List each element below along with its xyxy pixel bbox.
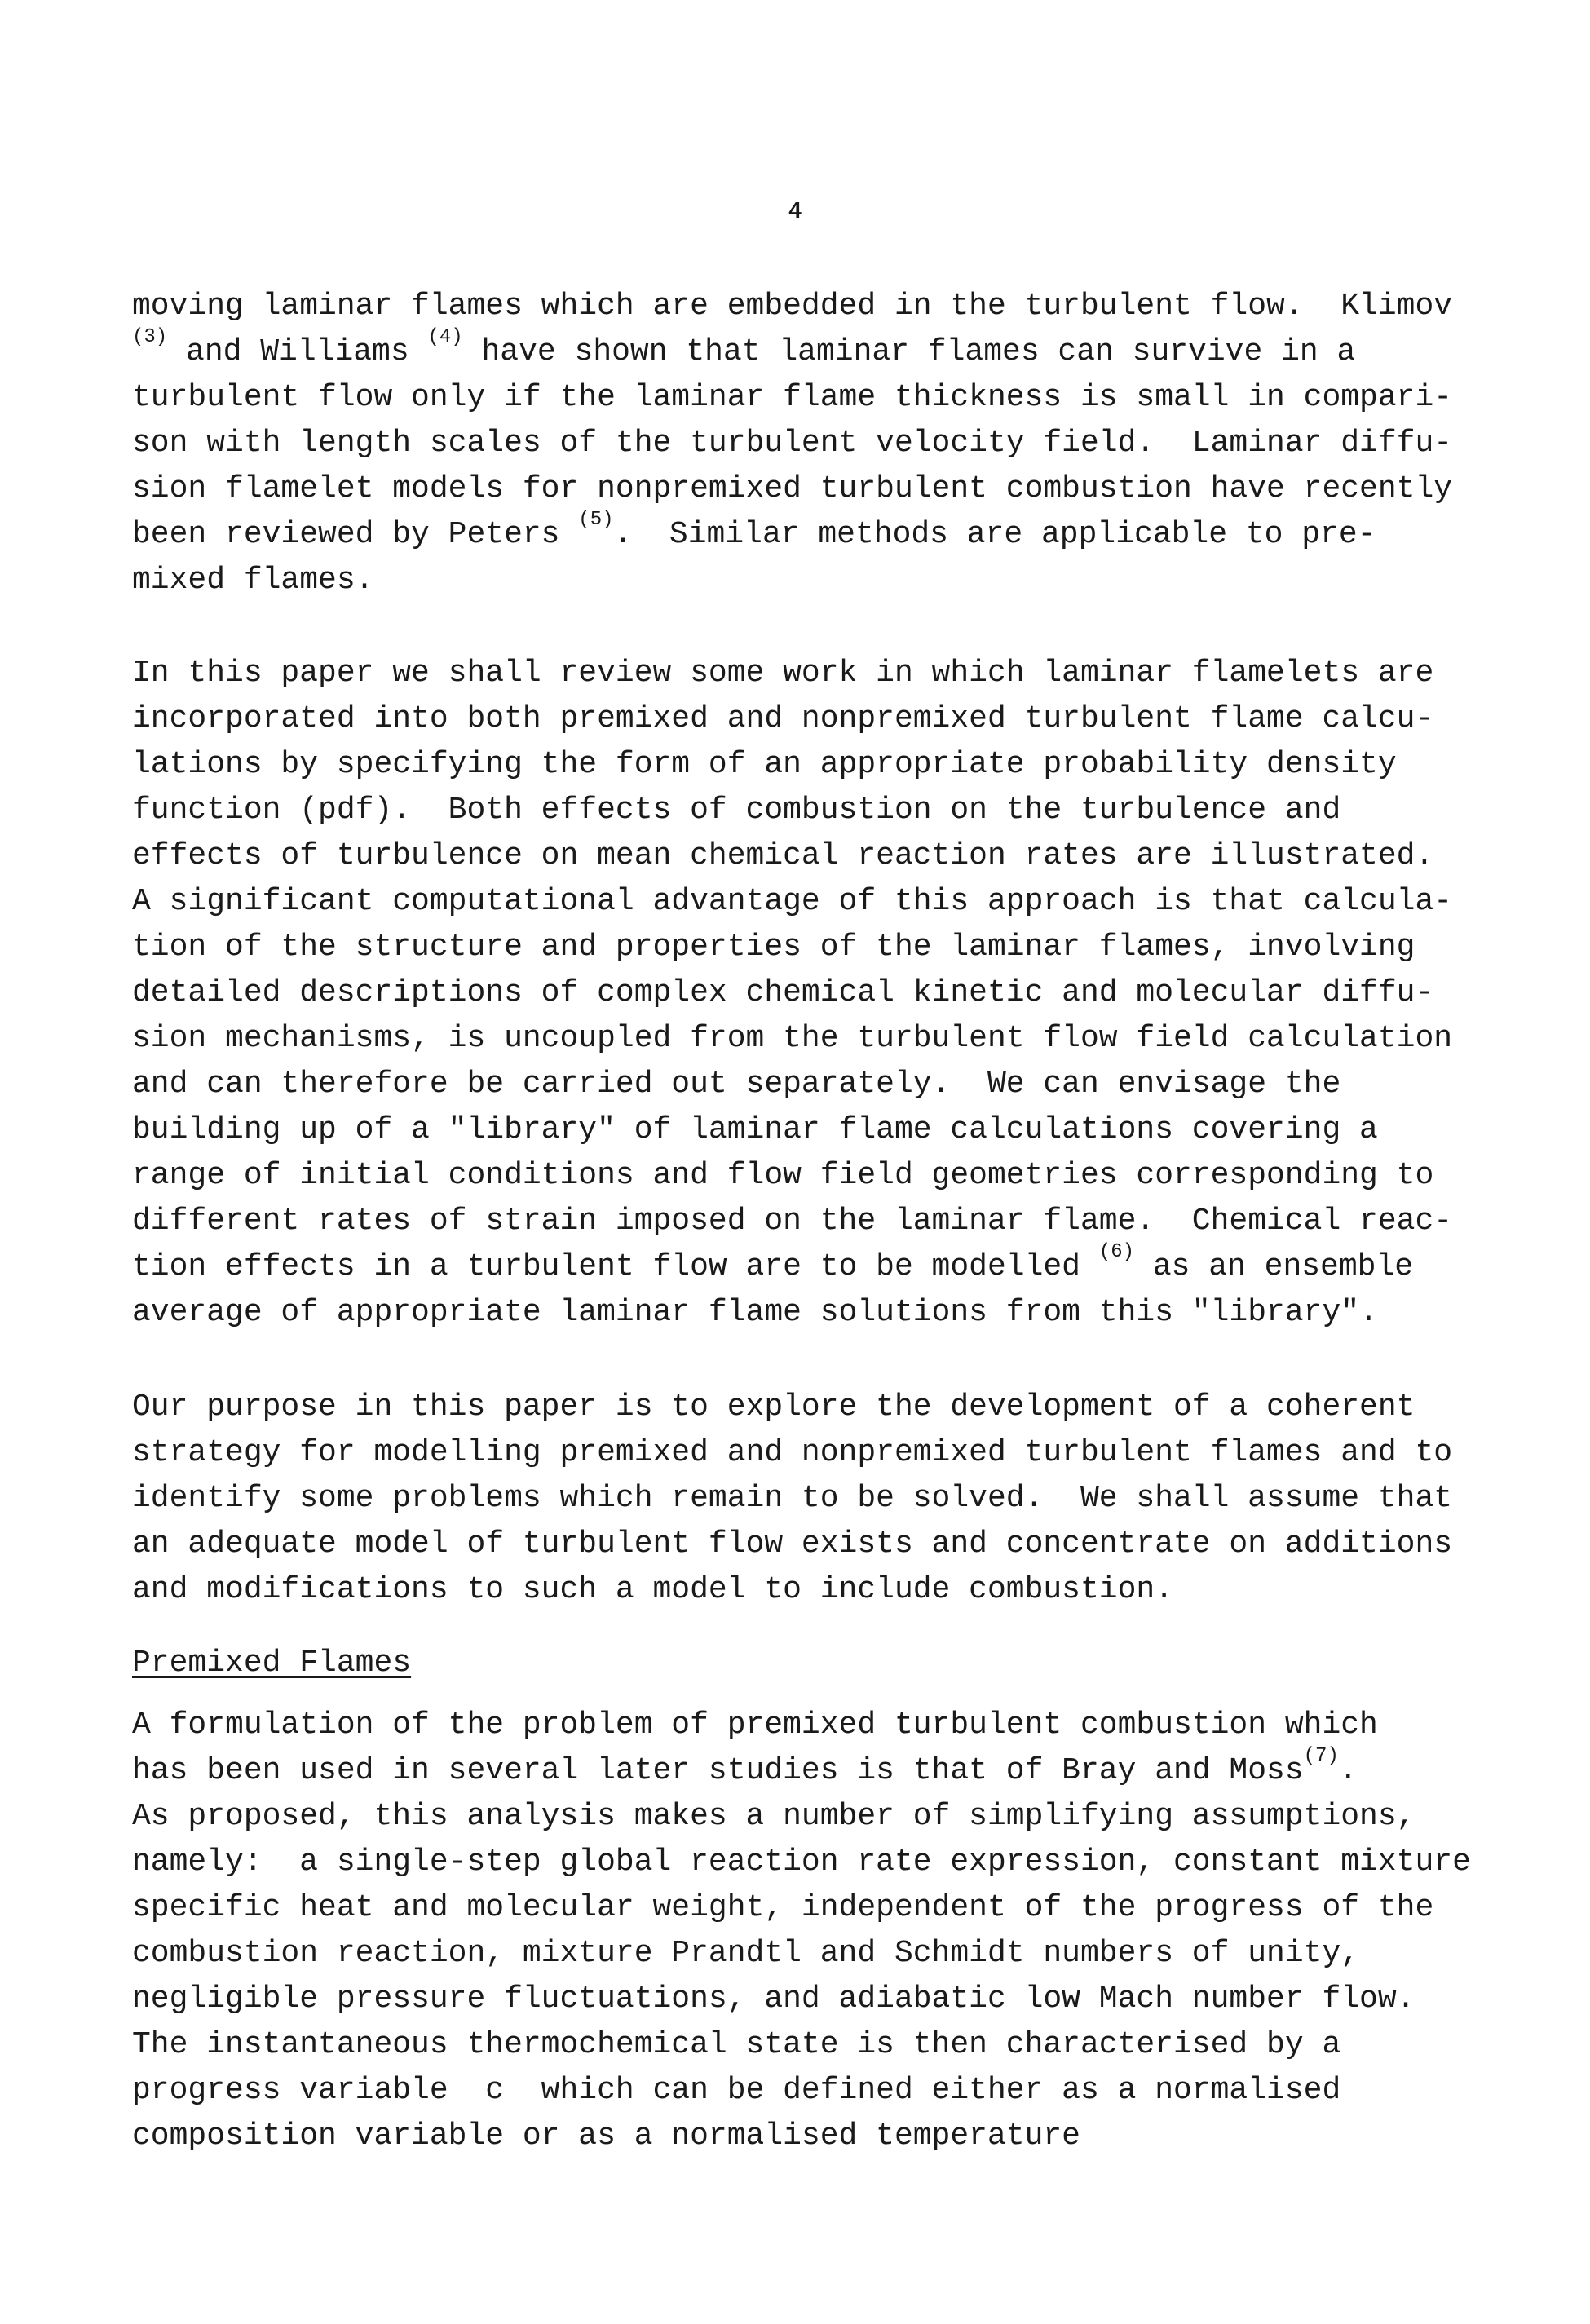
text-line: sion mechanisms, is uncoupled from the turbulent flow field calculation (132, 1021, 1453, 1056)
text-line: an adequate model of turbulent flow exists and concentrate on additions (132, 1527, 1453, 1562)
text-line: namely: a single-step global reaction rate expression, constant mixture (132, 1845, 1471, 1880)
text-line: As proposed, this analysis makes a number of simplifying assumptions, (132, 1799, 1416, 1834)
text-line: progress variable c which can be defined either as a normalised (132, 2073, 1341, 2108)
text-line: different rates of strain imposed on the laminar flame. Chemical reac- (132, 1204, 1453, 1239)
text-line: incorporated into both premixed and nonpremixed turbulent flame calcu- (132, 701, 1434, 736)
section-heading: Premixed Flames (132, 1646, 412, 1681)
text-line: sion flamelet models for nonpremixed turbulent combustion have recently (132, 471, 1453, 506)
text-line: identify some problems which remain to be solved. We shall assume that (132, 1481, 1453, 1516)
text-line: lations by specifying the form of an appropriate probability density (132, 747, 1397, 782)
paragraph-intro-flamelets (132, 284, 1486, 603)
section-heading-premixed-flames (132, 1641, 1486, 1686)
text-line: son with length scales of the turbulent velocity field. Laminar diffu- (132, 426, 1453, 461)
paragraph-purpose (132, 1385, 1486, 1613)
text-line: effects of turbulence on mean chemical reaction rates are illustrated. (132, 838, 1434, 873)
text-line: Our purpose in this paper is to explore the development of a coherent (132, 1390, 1416, 1425)
citation-ref: (6) (1098, 1241, 1135, 1264)
text-line: moving laminar flames which are embedded in the turbulent flow. Klimov (132, 289, 1453, 324)
page-number: 4 (788, 197, 802, 223)
text-line: and modifications to such a model to include combustion. (132, 1572, 1174, 1607)
text-line: $^{(3)}$ and Williams $^{(4)}$ have shown that laminar flames can survive in a (132, 326, 1356, 369)
citation-ref: (7) (1303, 1745, 1339, 1768)
text-line: tion effects in a turbulent flow are to be modelled $^{(6)}$ as an ensemble (132, 1241, 1414, 1284)
text-line: A significant computational advantage of this approach is that calcula- (132, 884, 1453, 919)
text-line: average of appropriate laminar flame solutions from this "library". (132, 1295, 1378, 1330)
text-line: mixed flames. (132, 563, 374, 598)
text-line: combustion reaction, mixture Prandtl and Schmidt numbers of unity, (132, 1936, 1360, 1971)
text-line: composition variable or as a normalised temperature (132, 2119, 1080, 2154)
text-line: specific heat and molecular weight, independent of the progress of the (132, 1890, 1434, 1925)
paragraph-premixed-formulation (132, 1703, 1486, 2159)
text-line: function (pdf). Both effects of combustion on the turbulence and (132, 793, 1341, 828)
paragraph-paper-review (132, 651, 1486, 1336)
text-line: turbulent flow only if the laminar flame thickness is small in compari- (132, 380, 1453, 415)
citation-ref: (4) (427, 326, 463, 349)
text-line: range of initial conditions and flow field geometries corresponding to (132, 1158, 1434, 1193)
text-line: negligible pressure fluctuations, and adiabatic low Mach number flow. (132, 1982, 1416, 2017)
text-line: building up of a "library" of laminar flame calculations covering a (132, 1112, 1378, 1147)
text-line: A formulation of the problem of premixed turbulent combustion which (132, 1708, 1378, 1743)
text-line: strategy for modelling premixed and nonpremixed turbulent flames and to (132, 1435, 1453, 1470)
text-line: tion of the structure and properties of the laminar flames, involving (132, 930, 1416, 965)
text-line: The instantaneous thermochemical state is then characterised by a (132, 2027, 1341, 2062)
text-line: In this paper we shall review some work in which laminar flamelets are (132, 656, 1434, 691)
text-line: detailed descriptions of complex chemical kinetic and molecular diffu- (132, 975, 1434, 1010)
text-line: has been used in several later studies is that of Bray and Moss$^{(7)}$. (132, 1745, 1358, 1788)
text-line: been reviewed by Peters $^{(5)}$. Similar methods are applicable to pre- (132, 509, 1376, 552)
citation-ref: (5) (578, 509, 614, 532)
text-line: and can therefore be carried out separately. We can envisage the (132, 1067, 1341, 1102)
citation-ref: (3) (132, 326, 168, 349)
